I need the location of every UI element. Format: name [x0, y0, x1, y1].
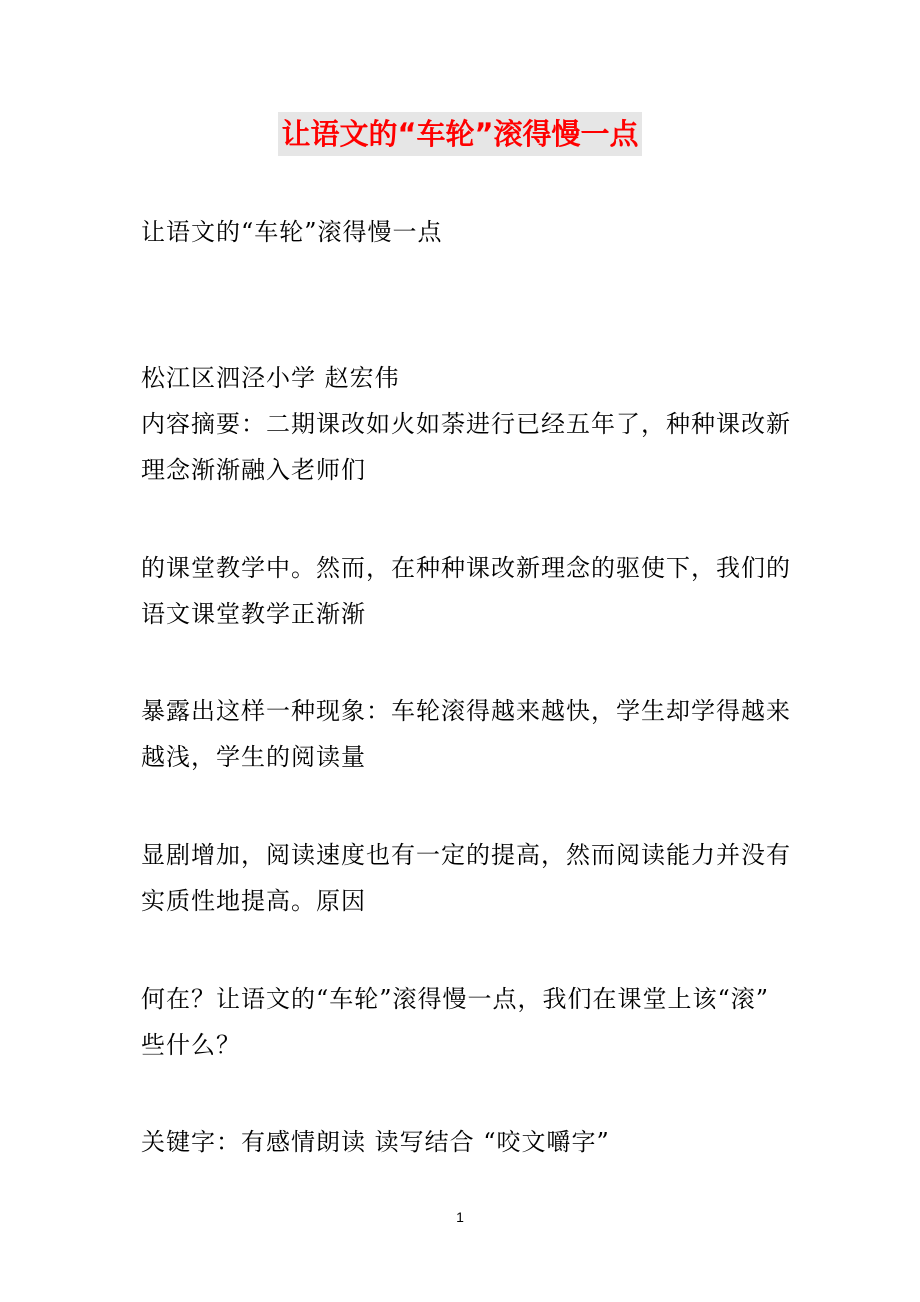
- page-number: 1: [456, 1209, 464, 1225]
- abstract-line: 越浅，学生的阅读量: [141, 743, 366, 771]
- title-container: [0, 112, 920, 156]
- author-line: 松江区泗泾小学 赵宏伟: [141, 364, 400, 392]
- abstract-line: 语文课堂教学正渐渐: [141, 600, 366, 628]
- abstract-line: 的课堂教学中。然而，在种种课改新理念的驱使下，我们的: [141, 554, 791, 582]
- abstract-line: 理念渐渐融入老师们: [141, 456, 366, 484]
- abstract-line: 何在？让语文的“车轮”滚得慢一点，我们在课堂上该“滚”: [141, 985, 770, 1013]
- abstract-line: 内容摘要：二期课改如火如荼进行已经五年了，种种课改新: [141, 410, 791, 438]
- document-title: 让语文的“车轮”滚得慢一点: [278, 112, 641, 156]
- subtitle-line: 让语文的“车轮”滚得慢一点: [141, 218, 443, 246]
- abstract-line: 暴露出这样一种现象：车轮滚得越来越快，学生却学得越来: [141, 697, 791, 725]
- abstract-line: 些什么？: [141, 1031, 241, 1059]
- abstract-line: 显剧增加，阅读速度也有一定的提高，然而阅读能力并没有: [141, 841, 791, 869]
- abstract-line: 实质性地提高。原因: [141, 887, 366, 915]
- keywords-line: 关键字：有感情朗读 读写结合 “咬文嚼字”: [141, 1128, 610, 1156]
